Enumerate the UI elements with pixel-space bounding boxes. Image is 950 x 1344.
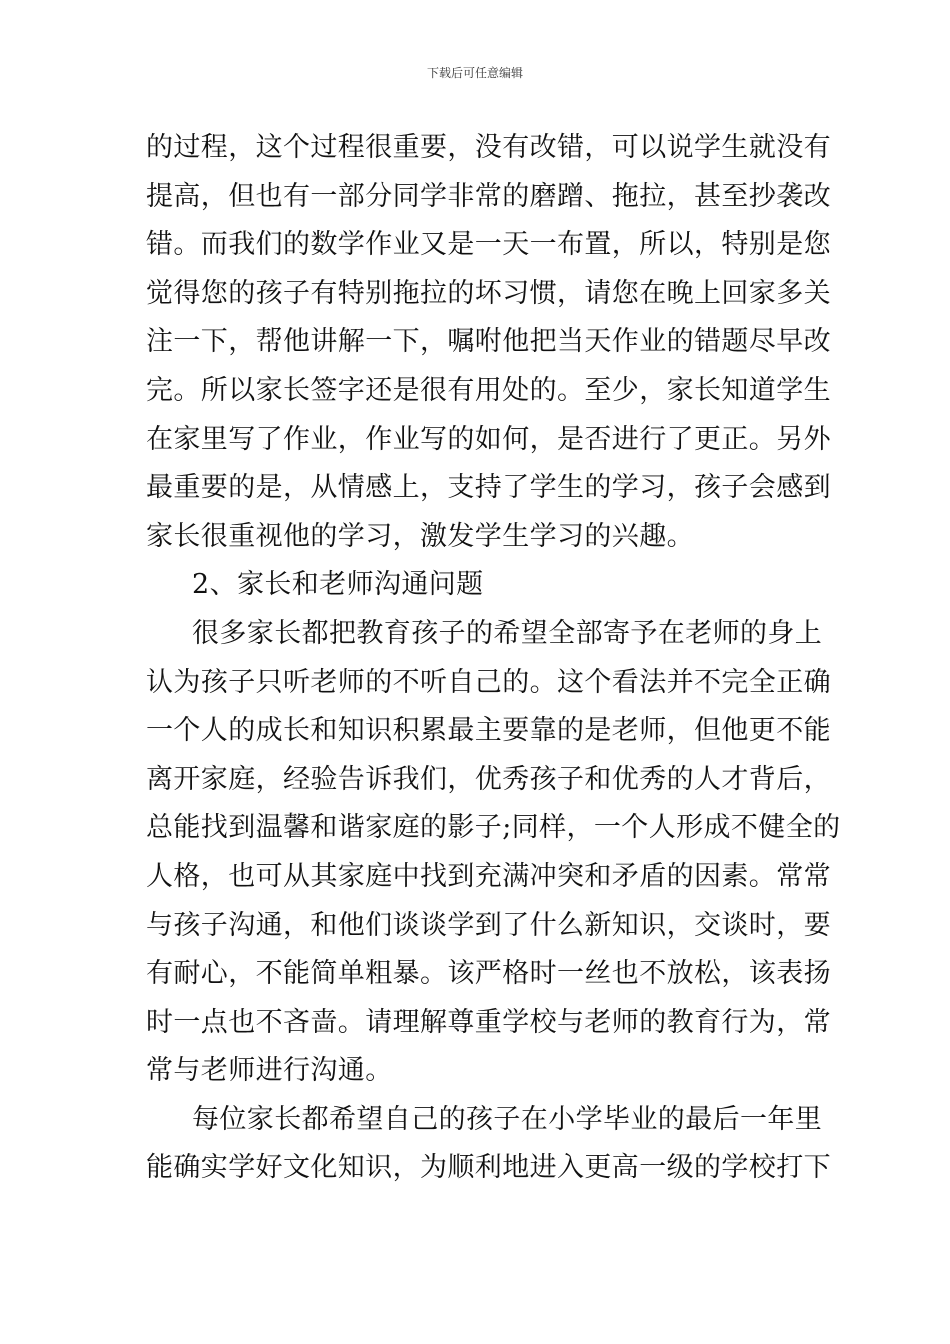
- text-line: 与孩子沟通，和他们谈谈学到了什么新知识，交谈时，要: [146, 909, 831, 941]
- page-header: 下载后可任意编辑: [426, 66, 523, 80]
- text-line: 很多家长都把教育孩子的希望全部寄予在老师的身上: [192, 617, 823, 649]
- text-line: 家长很重视他的学习，激发学生学习的兴趣。: [146, 520, 694, 552]
- text-line: 完。所以家长签字还是很有用处的。至少，家长知道学生: [146, 374, 831, 406]
- text-line: 总能找到温馨和谐家庭的影子;同样，一个人形成不健全的: [146, 812, 841, 844]
- document-body: [146, 124, 841, 1193]
- text-line: 最重要的是，从情感上，支持了学生的学习，孩子会感到: [146, 472, 831, 504]
- text-line: 离开家庭，经验告诉我们，优秀孩子和优秀的人才背后，: [146, 763, 831, 795]
- text-line: 错。而我们的数学作业又是一天一布置，所以，特别是您: [146, 229, 831, 261]
- text-line: 人格，也可从其家庭中找到充满冲突和矛盾的因素。常常: [146, 860, 831, 892]
- section-heading: 2、家长和老师沟通问题: [192, 569, 484, 601]
- text-line: 在家里写了作业，作业写的如何，是否进行了更正。另外: [146, 423, 831, 455]
- text-line: 一个人的成长和知识积累最主要靠的是老师，但他更不能: [146, 715, 831, 747]
- text-line: 提高，但也有一部分同学非常的磨蹭、拖拉，甚至抄袭改: [146, 180, 831, 212]
- text-line: 认为孩子只听老师的不听自己的。这个看法并不完全正确: [146, 666, 831, 698]
- text-line: 时一点也不吝啬。请理解尊重学校与老师的教育行为，常: [146, 1006, 831, 1038]
- text-line: 有耐心，不能简单粗暴。该严格时一丝也不放松，该表扬: [146, 958, 831, 990]
- text-line: 能确实学好文化知识，为顺利地进入更高一级的学校打下: [146, 1152, 831, 1184]
- text-line: 注一下，帮他讲解一下，嘱咐他把当天作业的错题尽早改: [146, 326, 831, 358]
- text-line: 每位家长都希望自己的孩子在小学毕业的最后一年里: [192, 1103, 823, 1135]
- text-line: 常与老师进行沟通。: [146, 1055, 393, 1087]
- text-line: 觉得您的孩子有特别拖拉的坏习惯，请您在晚上回家多关: [146, 277, 831, 309]
- text-line: 的过程，这个过程很重要，没有改错，可以说学生就没有: [146, 132, 831, 163]
